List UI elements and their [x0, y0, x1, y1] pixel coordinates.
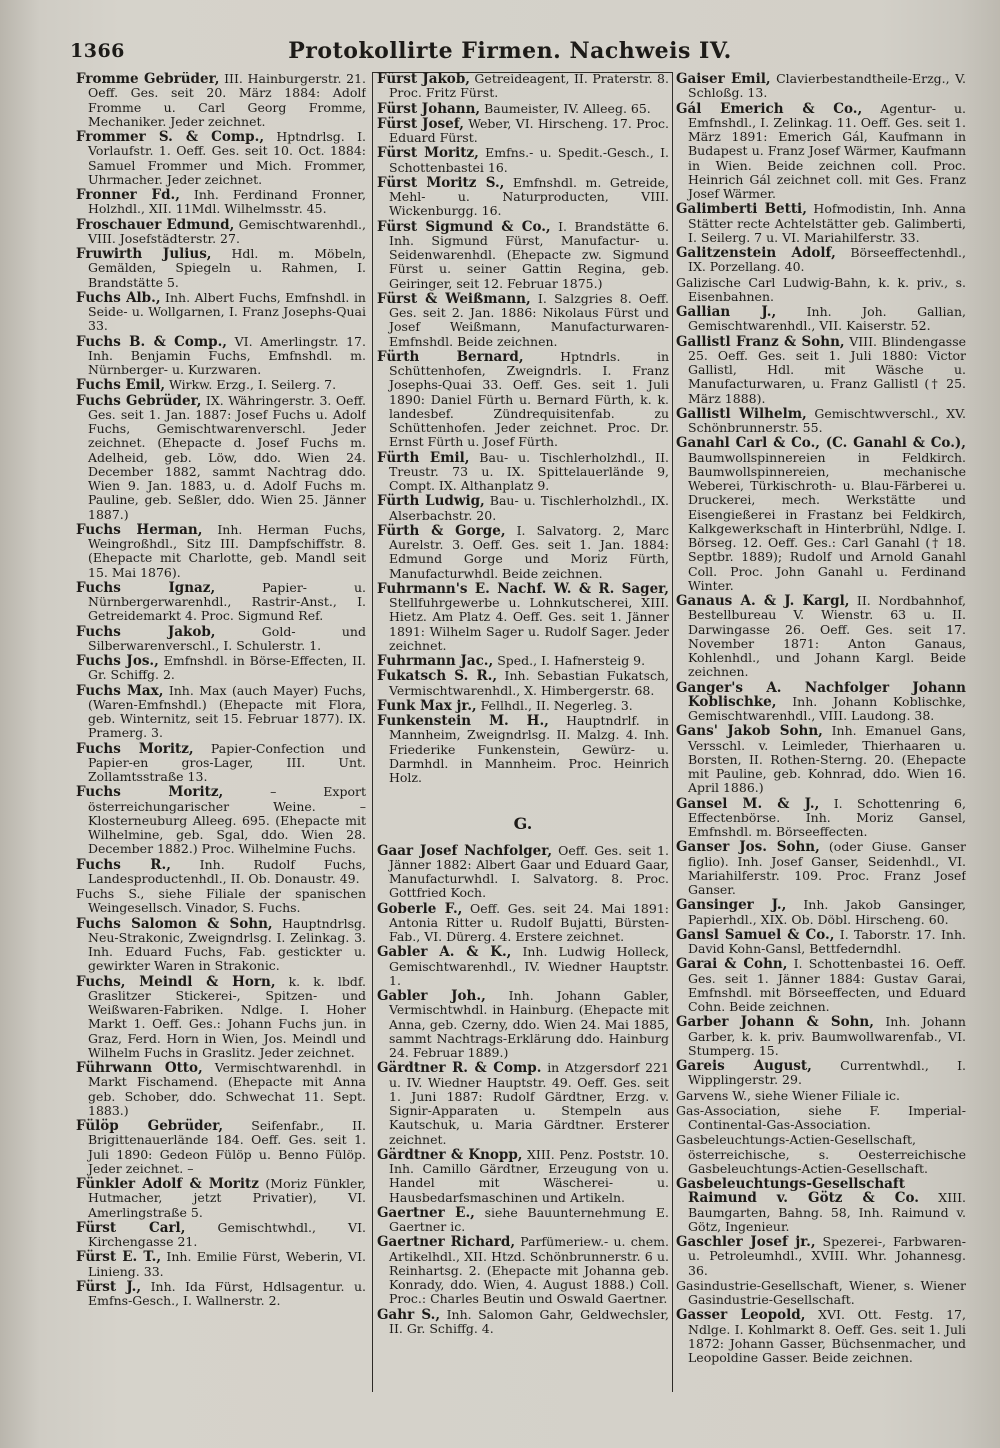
directory-entry [377, 1061, 669, 1147]
directory-entry [676, 797, 966, 840]
firm-name: Fürst J., [76, 1278, 142, 1295]
firm-name: Fuchs Jakob, [76, 623, 216, 640]
entry-text: Papier- u. Nürnbergerwarenhdl., Rastrir-Anst., I. Getreidemarkt 4. Proc. Sigmund Ref. [88, 579, 366, 624]
firm-name: Funkenstein M. H., [377, 713, 549, 729]
entry-text: Gemischtwverschl., XV. Schönbrunnerstr. 55. [688, 405, 966, 435]
directory-entry [676, 957, 966, 1014]
entry-text: Hptndrls. in Schüttenhofen, Zweigndrls. I. Franz Josephs-Quai 33. Oeff. Ges. seit 1. Juli 1890: Daniel Fürth u. Bernard Fürth, k. k. landesbef. Zündrequisitenfab. zu Schüttenhofen. Jeder zeichnet. Proc. Dr. Ernst Fürth u. Josef Fürth. [389, 348, 669, 450]
entry-text: Gasindustrie-Gesellschaft, Wiener, s. Wiener Gasindustrie-Gesellschaft. [676, 1277, 966, 1307]
directory-entry [676, 1015, 966, 1058]
directory-entry [377, 945, 669, 988]
directory-entry [76, 975, 366, 1061]
firm-name: Galimberti Betti, [676, 201, 807, 218]
firm-name: Fuchs Jos., [76, 653, 159, 669]
firm-name: Fuchs Herman, [76, 521, 203, 538]
firm-name: Ganaus A. & J. Kargl, [676, 593, 850, 609]
directory-entry [76, 1061, 366, 1118]
entry-text: Emfnshdl. in Börse-Effecten, II. Gr. Schiffg. 2. [88, 653, 366, 683]
directory-entry [676, 72, 966, 101]
entry-text: III. Hainburgerstr. 21. Oeff. Ges. seit 20. März 1884: Adolf Fromme u. Carl Georg Fromme, Mechaniker. Jeder zeichnet. [88, 72, 366, 129]
entry-text: II. Nordbahnhof, Bestellbureau V. Wienstr. 63 u. II. Darwingasse 26. Oeff. Ges. seit 17. November 1871: Anton Ganaus, Kohlenhdl., und Johann Kargl. Beide zeichnen. [688, 593, 966, 680]
entry-text: XIII. Baumgarten, Bahng. 58, Inh. Raimund v. Götz, Ingenieur. [688, 1190, 966, 1234]
entry-text: Inh. Salomon Gahr, Geldwechsler, II. Gr. Schiffg. 4. [389, 1306, 669, 1336]
entry-text: Baumwollspinnereien in Feldkirch. Baumwollspinnereien, mechanische Weberei, Türkischroth- u. Blau-Färberei u. Druckerei, mech. Werkstätte und Eisengießerei in Frastanz bei Feldkirch, Kalkgewerkschaft in Hinterbrühl, Ndlge. I. Börseg. 12. Oeff. Ges.: Carl Ganahl († 18. Septbr. 1889); Rudolf und Arnold Ganahl Coll. Proc. John Ganahl u. Ferdinand Winter. [688, 449, 966, 593]
directory-entry [377, 524, 669, 581]
directory-entry [76, 218, 366, 247]
firm-name: Gallistl Franz & Sohn, [676, 333, 845, 350]
directory-entry [377, 117, 669, 146]
directory-column-3 [676, 72, 966, 1412]
entry-text: Inh. Albert Fuchs, Emfnshdl. in Seide- u. Wollgarnen, I. Franz Josephs-Quai 33. [88, 289, 366, 334]
entry-text: Inh. Herman Fuchs, Weingroßhdl., Sitz III. Dampfschiffstr. 8. (Ehepacte mit Charlotte, geb. Mandl seit 15. Mai 1876). [88, 521, 366, 580]
entry-text: Inh. Sebastian Fukatsch, Vermischtwarenhdl., X. Himbergerstr. 68. [389, 668, 669, 698]
firm-name: Fürst Sigmund & Co., [377, 218, 551, 235]
entry-text: Inh. Ida Fürst, Hdlsagentur. u. Emfns-Gesch., I. Wallnerstr. 2. [88, 1278, 366, 1308]
entry-text: Sped., I. Hafnersteig 9. [493, 653, 646, 668]
directory-entry [377, 72, 669, 101]
section-letter: G. [513, 814, 533, 834]
entry-text: Inh. Emanuel Gans, Versschl. v. Leimleder, Thierhaaren u. Borsten, II. Rothen-Sterng. 20. (Ehepacte mit Pauline, geb. Kohnrad, ddo. Wien 16. April 1886.) [688, 723, 966, 796]
directory-entry [76, 1221, 366, 1250]
entry-text: Hauptndrlsg. Neu-Strakonic, Zweigndrlsg. I. Zelinkag. 3. Inh. Eduard Fuchs, Fab. gestickter u. gewirkter Waren in Strakonic. [88, 915, 366, 974]
entry-text: Oeff. Ges. seit 24. Mai 1891: Antonia Ritter u. Rudolf Bujatti, Bürsten-Fab., VI. Dürerg. 4. Erstere zeichnet. [389, 900, 669, 944]
directory-entry [377, 146, 669, 175]
firm-name: Ganger's A. Nachfolger Johann Koblischke, [676, 679, 966, 710]
page-header [70, 36, 950, 72]
firm-name: Fürth Ludwig, [377, 493, 485, 510]
entry-text: Stellfuhrgewerbe u. Lohnkutscherei, XIII. Hietz. Am Platz 4. Oeff. Ges. seit 1. Jänner 1891: Wilhelm Sager u. Rudolf Sager. Jeder zeichnet. [389, 595, 669, 653]
entry-text: I. Salzgries 8. Oeff. Ges. seit 2. Jan. 1886: Nikolaus Fürst und Josef Weißmann, Manufacturwaren-Emfnshdl. Beide zeichnen. [389, 290, 669, 349]
firm-name: Froschauer Edmund, [76, 216, 235, 233]
directory-entry [676, 436, 966, 593]
entry-text: Agentur- u. Emfnshdl., I. Zelinkag. 11. Oeff. Ges. seit 1. März 1891: Emerich Gál, Kaufmann in Budapest u. Franz Josef Wärmer, Kaufmann in Wien. Beide zeichnen coll. Proc. Heinrich Gál zeichnet coll. mit Ges. Franz Josef Wärmer. [688, 100, 966, 201]
directory-entry [377, 292, 669, 349]
firm-name: Fuchs Moritz, [76, 784, 224, 801]
directory-entry [76, 523, 366, 580]
directory-entry [377, 654, 669, 668]
entry-text: Börseeffectenhdl., IX. Porzellang. 40. [688, 245, 966, 275]
entry-text: Hptndrlsg. I. Vorlaufstr. 1. Oeff. Ges. seit 10. Oct. 1884: Samuel Frommer und Mich. Frommer, Uhrmacher. Jeder zeichnet. [88, 129, 366, 187]
entry-text: Gold- und Silberwarenverschl., I. Schulerstr. 1. [88, 623, 366, 653]
entry-text: (oder Giuse. Ganser figlio). Inh. Josef Ganser, Seidenhdl., VI. Mariahilferstr. 109. Proc. Franz Josef Ganser. [688, 839, 966, 897]
directory-entry [377, 451, 669, 494]
directory-entry [76, 858, 366, 887]
firm-name: Fromme Gebrüder, [76, 72, 220, 87]
entry-text: Galizische Carl Ludwig-Bahn, k. k. priv., s. Eisenbahnen. [676, 274, 966, 304]
directory-entry [76, 130, 366, 187]
directory-entry [676, 681, 966, 724]
entry-text: I. Salvatorg. 2, Marc Aurelstr. 3. Oeff. Ges. seit 1. Jan. 1884: Edmund Gorge und Moriz Fürth, Manufacturwhdl. Beide zeichnen. [389, 522, 669, 581]
firm-name: Gasser Leopold, [676, 1307, 806, 1324]
entry-text: k. k. lbdf. Graslitzer Stickerei-, Spitzen- und Weißwaren-Fabriken. Ndlge. I. Hoher Markt 1. Oeff. Ges.: Johann Fuchs jun. in Graz, Ferd. Horn in Wien, Jos. Meindl und Wilhelm Fuchs in Graslitz. Jeder zeichnet. [88, 973, 366, 1060]
directory-entry [377, 669, 669, 698]
firm-name: Gärdtner & Knopp, [377, 1146, 523, 1163]
firm-name: Fuchs Alb., [76, 289, 161, 306]
entry-text: Garvens W., siehe Wiener Filiale ic. [676, 1087, 901, 1103]
directory-entry [377, 176, 669, 219]
entry-text: Inh. Ferdinand Fronner, Holzhdl., XII. 11Mdl. Wilhelmsstr. 45. [88, 187, 366, 217]
directory-entry [676, 1279, 966, 1308]
entry-text: Gemischtwhdl., VI. Kirchengasse 21. [88, 1219, 366, 1249]
directory-entry [76, 335, 366, 378]
column-divider [372, 72, 373, 1392]
firm-name: Gansl Samuel & Co., [676, 926, 835, 943]
directory-entry [676, 724, 966, 795]
firm-name: Fürth Emil, [377, 449, 470, 466]
directory-entry [76, 1119, 366, 1176]
directory-entry [377, 989, 669, 1060]
directory-entry [676, 1089, 966, 1103]
firm-name: Garai & Cohn, [676, 956, 788, 973]
directory-entry [676, 840, 966, 897]
entry-text: Getreideagent, II. Praterstr. 8. Proc. Fritz Fürst. [389, 72, 669, 101]
firm-name: Gahr S., [377, 1306, 441, 1323]
firm-name: Fürst Carl, [76, 1219, 186, 1236]
entry-text: Fuchs S., siehe Filiale der spanischen Weingesellsch. Vinador, S. Fuchs. [76, 886, 366, 916]
entry-text: Wirkw. Erzg., I. Seilerg. 7. [165, 377, 337, 393]
entry-text: Inh. Johann Garber, k. k. priv. Baumwollwarenfab., VI. Stumperg. 15. [688, 1014, 966, 1058]
directory-entry [377, 220, 669, 291]
firm-name: Fürth & Gorge, [377, 522, 506, 539]
directory-entry [676, 928, 966, 957]
directory-entry [76, 887, 366, 916]
entry-text: Inh. Jakob Gansinger, Papierhdl., XIX. Ob. Döbl. Hirscheng. 60. [688, 897, 966, 927]
entry-text: Spezerei-, Farbwaren- u. Petroleumhdl., XVIII. Whr. Johannesg. 36. [688, 1234, 966, 1278]
entry-text: Inh. Joh. Gallian, Gemischtwarenhdl., VII. Kaiserstr. 52. [688, 304, 966, 334]
firm-name: Fürst Josef, [377, 115, 464, 132]
directory-entry [676, 1059, 966, 1088]
directory-entry [377, 1308, 669, 1337]
directory-entry [76, 742, 366, 785]
directory-entry [377, 494, 669, 523]
directory-entry [377, 102, 669, 116]
entry-text: Vermischtwarenhdl. in Markt Fischamend. (Ehepacte mit Anna geb. Schober, ddo. Schwechat 11. Sept. 1883.) [88, 1060, 366, 1118]
firm-name: Fünkler Adolf & Moritz [76, 1176, 259, 1192]
entry-text: Inh. Ludwig Holleck, Gemischtwarenhdl., IV. Wiedner Hauptstr. 1. [389, 944, 669, 988]
firm-name: Fürth Bernard, [377, 348, 524, 365]
directory-entry [676, 102, 966, 202]
entry-text: Inh. Max (auch Mayer) Fuchs, (Waren-Emfnshdl.) (Ehepacte mit Flora, geb. Winternitz, seit 15. Februar 1877). IX. Pramerg. 3. [88, 682, 366, 741]
directory-entry [377, 1206, 669, 1235]
entry-text: Gas-Association, siehe F. Imperial-Continental-Gas-Association. [676, 1102, 966, 1132]
running-title: Protokollirte Firmen. Nachweis IV. [288, 38, 732, 64]
entry-text: XIII. Penz. Poststr. 10. Inh. Camillo Gärdtner, Erzeugung von u. Handel mit Wäscherei- u. Hausbedarfsmaschinen und Artikeln. [389, 1146, 669, 1205]
directory-entry [377, 699, 669, 713]
directory-entry [676, 1177, 966, 1234]
entry-text: Weber, VI. Hirscheng. 17. Proc. Eduard Fürst. [389, 115, 669, 145]
entry-text: I. Brandstätte 6. Inh. Sigmund Fürst, Manufactur- u. Seidenwarenhdl. (Ehepacte zw. Sigmund Fürst u. seiner Gattin Regina, geb. Geiringer, seit 12. Februar 1875.) [389, 218, 669, 291]
firm-name: Fuchs, Meindl & Horn, [76, 973, 276, 990]
firm-name: Ganser Jos. Sohn, [676, 839, 820, 856]
entry-text: Inh. Johann Koblischke, Gemischtwarenhdl., VIII. Laudong. 38. [688, 693, 966, 723]
directory-entry [676, 1308, 966, 1365]
firm-name: Fuchs Emil, [76, 377, 166, 394]
entry-text: Papier-Confection und Papier-en gros-Lager, III. Unt. Zollamtsstraße 13. [88, 740, 366, 784]
firm-name: Fuchs Salomon & Sohn, [76, 915, 273, 932]
directory-entry [76, 581, 366, 624]
firm-name: Goberle F., [377, 900, 463, 917]
entry-text: (Moriz Fünkler, Hutmacher, jetzt Privatier), VI. Amerlingstraße 5. [88, 1176, 366, 1220]
directory-entry [377, 582, 669, 653]
entry-text: Emfns.- u. Spedit.-Gesch., I. Schottenbastei 16. [389, 145, 669, 175]
firm-name: Gaschler Josef jr., [676, 1234, 816, 1250]
firm-name: Fürst Moritz S., [377, 174, 505, 191]
column-divider [672, 72, 673, 1392]
firm-name: Fürst & Weißmann, [377, 290, 531, 307]
directory-entry [76, 1177, 366, 1220]
entry-text: Parfümeriew.- u. chem. Artikelhdl., XII. Htzd. Schönbrunnerstr. 6 u. Reinhartsg. 2. (Ehepacte mit Johanna geb. Konrady, ddo. Wien, 4. August 1888.) Coll. Proc.: Charles Beutin und Oswald Gaertner. [389, 1234, 669, 1307]
directory-entry [676, 335, 966, 406]
firm-name: Fuhrmann's E. Nachf. W. & R. Sager, [377, 580, 669, 597]
firm-name: Fuchs Moritz, [76, 740, 194, 757]
entry-text: Gasbeleuchtungs-Actien-Gesellschaft, österreichische, s. Oesterreichische Gasbeleuchtungs-Actien-Gesellschaft. [676, 1132, 966, 1176]
firm-name: Gallian J., [676, 304, 777, 320]
firm-name: Fürst Johann, [377, 100, 481, 117]
entry-text: Oeff. Ges. seit 1. Jänner 1882: Albert Gaar und Eduard Gaar, Manufacturwhdl. I. Salvatorg. 8. Proc. Gottfried Koch. [389, 842, 669, 901]
directory-entry [676, 202, 966, 245]
entry-text: XVI. Ott. Festg. 17, Ndlge. I. Kohlmarkt 8. Oeff. Ges. seit 1. Juli 1872: Johann Gasser, Büchsenmacher, und Leopoldine Gasser. Beide zeichnen. [688, 1307, 966, 1365]
directory-entry [676, 594, 966, 680]
directory-entry [377, 714, 669, 785]
entry-text: siehe Bauunternehmung E. Gaertner ic. [389, 1204, 669, 1234]
directory-entry [676, 1104, 966, 1133]
firm-name: Fuchs Gebrüder, [76, 392, 202, 409]
firm-name: Gallistl Wilhelm, [676, 405, 807, 422]
directory-entry [676, 1235, 966, 1278]
firm-name: Fukatsch S. R., [377, 668, 498, 685]
firm-name: Fuchs B. & Comp., [76, 333, 227, 350]
directory-entry [377, 844, 669, 901]
entry-text: Inh. Emilie Fürst, Weberin, VI. Linieng. 33. [88, 1249, 366, 1279]
directory-entry [676, 276, 966, 305]
firm-name: Fülöp Gebrüder, [76, 1118, 224, 1134]
directory-column-2 [377, 72, 669, 1412]
entry-text: VI. Amerlingstr. 17. Inh. Benjamin Fuchs, Emfnshdl. m. Nürnberger- u. Kurzwaren. [88, 333, 366, 377]
directory-entry [76, 394, 366, 522]
entry-text: VIII. Blindengasse 25. Oeff. Ges. seit 1. Juli 1880: Victor Gallistl, Hdl. mit Wäsche u. Manufacturwaren, u. Franz Gallistl († 25. März 1888). [688, 333, 966, 406]
firm-name: Fürst Jakob, [377, 72, 470, 87]
firm-name: Fürst Moritz, [377, 145, 479, 162]
entry-text: I. Schottenbastei 16. Oeff. Ges. seit 1. Jänner 1884: Gustav Garai, Emfnshdl. mit Börseeffecten, und Eduard Cohn. Beide zeichnen. [688, 956, 966, 1014]
directory-entry [676, 898, 966, 927]
directory-entry [76, 1280, 366, 1309]
firm-name: Ganahl Carl & Co., (C. Ganahl & Co.), [676, 435, 966, 452]
firm-name: Garber Johann & Sohn, [676, 1014, 874, 1031]
firm-name: Fürst E. T., [76, 1249, 162, 1266]
directory-entry [676, 305, 966, 334]
firm-name: Gaar Josef Nachfolger, [377, 842, 553, 859]
directory-entry [76, 291, 366, 334]
entry-text: IX. Währingerstr. 3. Oeff. Ges. seit 1. Jan. 1887: Josef Fuchs u. Adolf Fuchs, Gemischtwarenverschl. Jeder zeichnet. (Ehepacte d. Josef Fuchs m. Adelheid, geb. Löw, ddo. Wien 24. December 1882, sammt Nachtrag ddo. Wien 9. Jan. 1883, u. d. Adolf Fuchs m. Pauline, geb. Seßler, ddo. Wien 25. Jänner 1887.) [88, 392, 366, 522]
directory-entry [76, 378, 366, 392]
firm-name: Gaertner Richard, [377, 1234, 516, 1251]
page-number: 1366 [70, 40, 125, 62]
firm-name: Gansinger J., [676, 897, 787, 914]
entry-text: – Export österreichungarischer Weine. – Klosterneuburg Alleeg. 695. (Ehepacte mit Wilhelmine, geb. Sgal, ddo. Wien 28. December 1882.) Proc. Wilhelmine Fuchs. [88, 784, 366, 857]
firm-name: Gans' Jakob Sohn, [676, 723, 823, 740]
directory-entry [377, 1148, 669, 1205]
firm-name: Gabler Joh., [377, 988, 486, 1004]
directory-entry [676, 1133, 966, 1176]
firm-name: Funk Max jr., [377, 697, 477, 714]
firm-name: Gansel M. & J., [676, 795, 820, 812]
entry-text: Gemischtwarenhdl., VIII. Josefstädterstr. 27. [88, 216, 366, 246]
directory-entry [377, 350, 669, 450]
firm-name: Gaertner E., [377, 1204, 475, 1221]
directory-entry [676, 246, 966, 275]
entry-text: Bau- u. Tischlerholzhdl., II. Treustr. 73 u. IX. Spittelauerlände 9, Compt. IX. Althanplatz 9. [389, 449, 669, 493]
directory-entry [76, 917, 366, 974]
directory-entry [377, 1235, 669, 1306]
firm-name: Fuchs Max, [76, 682, 164, 699]
directory-entry [76, 684, 366, 741]
entry-text: Hauptndrlf. in Mannheim, Zweigndrlsg. II. Malzg. 4. Inh. Friederike Funkenstein, Gewürz- u. Darmhdl. in Mannheim. Proc. Heinrich Holz. [389, 713, 669, 785]
firm-name: Gärdtner R. & Comp. [377, 1060, 542, 1077]
directory-column-1 [76, 72, 366, 1412]
entry-text: Inh. Rudolf Fuchs, Landesproductenhdl., II. Ob. Donaustr. 49. [88, 856, 366, 886]
entry-text: Hofmodistin, Inh. Anna Stätter recte Achtelstätter geb. Galimberti, I. Seilerg. 7 u. VI. Mariahilferstr. 33. [688, 201, 966, 245]
directory-entry [76, 625, 366, 654]
entry-text: Clavierbestandtheile-Erzg., V. Schloßg. 13. [688, 72, 966, 101]
entry-text: Inh. Johann Gabler, Vermischtwhdl. in Hainburg. (Ehepacte mit Anna, geb. Czerny, ddo. Wien 24. Mai 1885, sammt Nachtrags-Erklärung ddo. Hainburg 24. Februar 1889.) [389, 988, 669, 1060]
firm-name: Gabler A. & K., [377, 944, 512, 961]
firm-name: Gaiser Emil, [676, 72, 771, 87]
firm-name: Gál Emerich & Co., [676, 100, 863, 117]
entry-text: I. Taborstr. 17. Inh. David Kohn-Gansl, Bettfederndhl. [688, 926, 966, 956]
firm-name: Fuhrmann Jac., [377, 653, 494, 669]
firm-name: Frommer S. & Comp., [76, 129, 265, 145]
firm-name: Gasbeleuchtungs-Gesellschaft Raimund v. Götz & Co. [676, 1176, 919, 1207]
directory-entry [76, 247, 366, 290]
directory-entry [377, 902, 669, 945]
entry-text: Emfnshdl. m. Getreide, Mehl- u. Naturproducten, VIII. Wickenburgg. 16. [389, 174, 669, 219]
firm-name: Fronner Fd., [76, 187, 180, 203]
directory-entry [76, 1250, 366, 1279]
entry-text: in Atzgersdorf 221 u. IV. Wiedner Hauptstr. 49. Oeff. Ges. seit 1. Juni 1887: Rudolf Gärdtner, Erzg. v. Signir-Apparaten u. Stempeln aus Kautschuk, u. Maria Gärdtner. Ersterer zeichnet. [389, 1060, 669, 1147]
firm-name: Galitzenstein Adolf, [676, 245, 836, 261]
directory-entry [676, 407, 966, 436]
entry-text: Baumeister, IV. Alleeg. 65. [480, 100, 651, 116]
directory-entry [76, 188, 366, 217]
entry-text: Hdl. m. Möbeln, Gemälden, Spiegeln u. Rahmen, I. Brandstätte 5. [88, 246, 366, 290]
entry-text: Bau- u. Tischlerholzhdl., IX. Alserbachstr. 20. [389, 493, 669, 523]
firm-name: Fruwirth Julius, [76, 246, 212, 262]
firm-name: Gareis August, [676, 1058, 812, 1074]
firm-name: Fuchs Ignaz, [76, 579, 216, 596]
directory-entry [76, 654, 366, 683]
entry-text: I. Schottenring 6, Effectenbörse. Inh. Moriz Gansel, Emfnshdl. m. Börseeffecten. [688, 795, 966, 839]
directory-entry [76, 785, 366, 856]
entry-text: Currentwhdl., I. Wipplingerstr. 29. [688, 1058, 966, 1088]
entry-text: Seifenfabr., II. Brigittenauerlände 184. Oeff. Ges. seit 1. Juli 1890: Gedeon Fülöp u. Benno Fülöp. Jeder zeichnet. – [88, 1118, 366, 1176]
firm-name: Führwann Otto, [76, 1060, 203, 1076]
entry-text: Fellhdl., II. Negerleg. 3. [476, 697, 633, 713]
directory-entry [76, 72, 366, 129]
firm-name: Fuchs R., [76, 856, 171, 873]
